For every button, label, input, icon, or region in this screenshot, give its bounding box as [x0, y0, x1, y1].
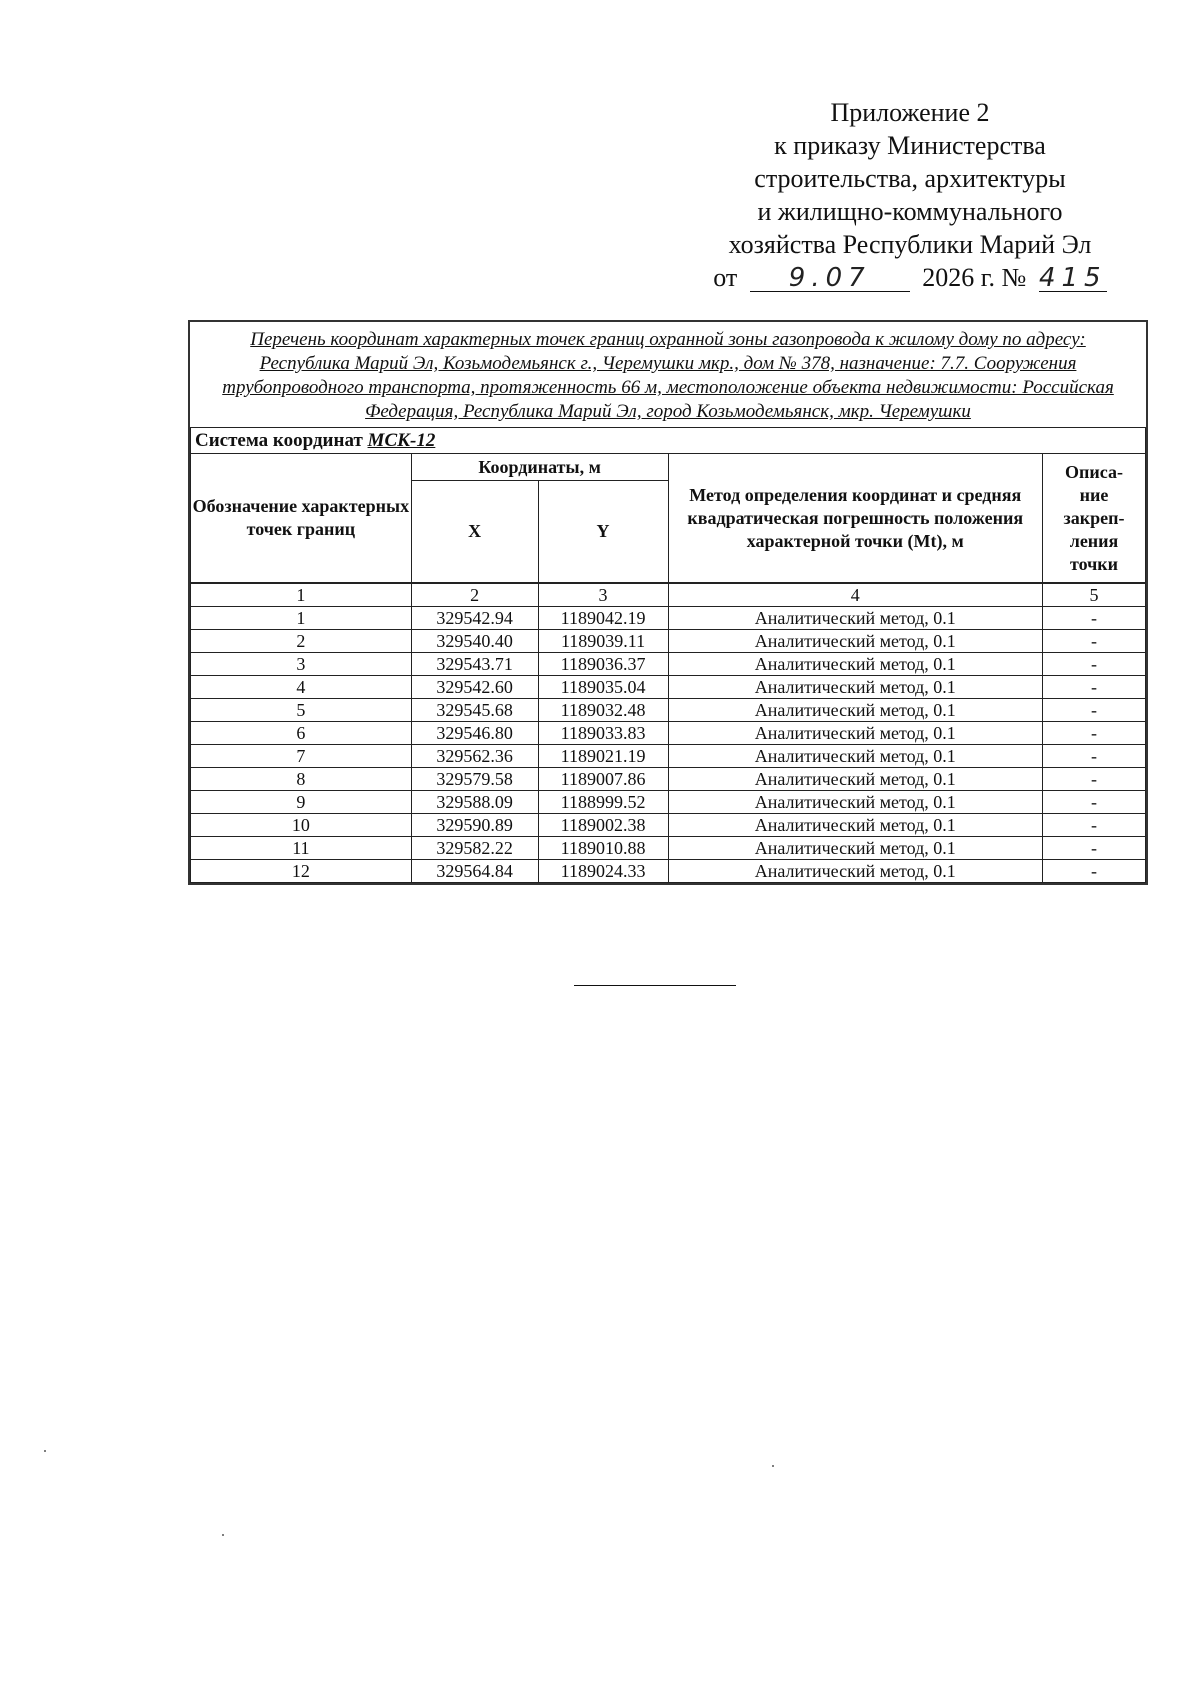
table-title: Перечень координат характерных точек границ охранной зоны газопровода к жилому дому по адресу: Республика Марий Эл, Козьмодемьянск г., Черемушки мкр., дом № 378, назначение: 7.7. Сооружения трубопроводного транспорта, протяженность 66 м, местоположение объекта недвижимости: Российская Федерация, Республика Марий Эл, город Козьмодемьянск, мкр. Черемушки — [222, 329, 1114, 422]
coord-x: 329545.68 — [411, 699, 538, 722]
method: Аналитический метод, 0.1 — [668, 722, 1043, 745]
point-number: 10 — [191, 814, 412, 837]
method: Аналитический метод, 0.1 — [668, 745, 1043, 768]
closing-rule — [574, 985, 736, 986]
handwritten-date: 9.07 — [750, 265, 910, 292]
coordinate-system-row — [191, 428, 1146, 454]
header-line: Приложение 2 — [830, 98, 990, 127]
point-number: 7 — [191, 745, 412, 768]
description: - — [1043, 607, 1146, 630]
table-row — [191, 653, 1146, 676]
point-number: 5 — [191, 699, 412, 722]
header-coordinates: Координаты, м — [411, 454, 668, 481]
order-date-line — [690, 261, 1130, 294]
handwritten-order-number: 415 — [1038, 263, 1107, 293]
coord-x: 329546.80 — [411, 722, 538, 745]
appendix-header — [690, 96, 1130, 294]
coordinate-system-label: Система координат — [195, 429, 363, 451]
description: - — [1043, 699, 1146, 722]
coord-x: 329542.94 — [411, 607, 538, 630]
coord-y: 1189010.88 — [538, 837, 668, 860]
point-number: 12 — [191, 860, 412, 883]
year-number-label: 2026 г. № — [922, 263, 1027, 292]
coord-y: 1189033.83 — [538, 722, 668, 745]
header-method: Метод определения координат и средняя квадратическая погрешность положения характерной точки (Mt), м — [668, 454, 1043, 584]
header-line: к приказу Министерства — [774, 131, 1046, 160]
table-row — [191, 699, 1146, 722]
coord-y: 1189002.38 — [538, 814, 668, 837]
coord-y: 1189035.04 — [538, 676, 668, 699]
description: - — [1043, 791, 1146, 814]
method: Аналитический метод, 0.1 — [668, 860, 1043, 883]
column-number: 3 — [538, 583, 668, 607]
coord-y: 1189007.86 — [538, 768, 668, 791]
method: Аналитический метод, 0.1 — [668, 607, 1043, 630]
header-y: Y — [538, 481, 668, 584]
table-row — [191, 676, 1146, 699]
description: - — [1043, 837, 1146, 860]
coord-x: 329540.40 — [411, 630, 538, 653]
coord-y: 1189032.48 — [538, 699, 668, 722]
table-row — [191, 837, 1146, 860]
method: Аналитический метод, 0.1 — [668, 676, 1043, 699]
description: - — [1043, 722, 1146, 745]
point-number: 1 — [191, 607, 412, 630]
coord-y: 1189039.11 — [538, 630, 668, 653]
point-number: 9 — [191, 791, 412, 814]
description: - — [1043, 676, 1146, 699]
header-line: и жилищно-коммунального — [757, 197, 1063, 226]
date-prefix: от — [713, 263, 738, 292]
column-number: 1 — [191, 583, 412, 607]
scan-speck — [44, 1450, 46, 1452]
table-row — [191, 745, 1146, 768]
header-line: хозяйства Республики Марий Эл — [728, 230, 1092, 259]
point-number: 4 — [191, 676, 412, 699]
coord-x: 329590.89 — [411, 814, 538, 837]
description: - — [1043, 630, 1146, 653]
point-number: 8 — [191, 768, 412, 791]
coordinates-table-frame — [188, 320, 1148, 885]
point-number: 11 — [191, 837, 412, 860]
coordinates-table — [190, 427, 1146, 883]
column-number: 2 — [411, 583, 538, 607]
table-row — [191, 630, 1146, 653]
table-row — [191, 607, 1146, 630]
coord-y: 1188999.52 — [538, 791, 668, 814]
header-line: строительства, архитектуры — [754, 164, 1066, 193]
description: - — [1043, 745, 1146, 768]
table-row — [191, 791, 1146, 814]
description: - — [1043, 814, 1146, 837]
method: Аналитический метод, 0.1 — [668, 699, 1043, 722]
method: Аналитический метод, 0.1 — [668, 791, 1043, 814]
point-number: 3 — [191, 653, 412, 676]
point-number: 6 — [191, 722, 412, 745]
table-row — [191, 860, 1146, 883]
coord-x: 329564.84 — [411, 860, 538, 883]
description: - — [1043, 860, 1146, 883]
header-point: Обозначение характерных точек границ — [191, 454, 412, 584]
coord-x: 329588.09 — [411, 791, 538, 814]
method: Аналитический метод, 0.1 — [668, 768, 1043, 791]
point-number: 2 — [191, 630, 412, 653]
coord-x: 329579.58 — [411, 768, 538, 791]
coord-x: 329542.60 — [411, 676, 538, 699]
coord-y: 1189036.37 — [538, 653, 668, 676]
coord-y: 1189024.33 — [538, 860, 668, 883]
scan-speck — [772, 1465, 774, 1467]
header-x: X — [411, 481, 538, 584]
method: Аналитический метод, 0.1 — [668, 653, 1043, 676]
column-number-row — [191, 583, 1146, 607]
description: - — [1043, 768, 1146, 791]
column-number: 4 — [668, 583, 1043, 607]
coord-y: 1189042.19 — [538, 607, 668, 630]
coord-y: 1189021.19 — [538, 745, 668, 768]
coord-x: 329582.22 — [411, 837, 538, 860]
coordinate-system-value: МСК-12 — [367, 429, 436, 451]
method: Аналитический метод, 0.1 — [668, 837, 1043, 860]
method: Аналитический метод, 0.1 — [668, 630, 1043, 653]
column-number: 5 — [1043, 583, 1146, 607]
table-row — [191, 768, 1146, 791]
coord-x: 329562.36 — [411, 745, 538, 768]
table-row — [191, 814, 1146, 837]
scan-speck — [222, 1534, 224, 1536]
coord-x: 329543.71 — [411, 653, 538, 676]
header-description: Описа-ние закреп-ления точки — [1043, 454, 1146, 584]
description: - — [1043, 653, 1146, 676]
table-row — [191, 722, 1146, 745]
method: Аналитический метод, 0.1 — [668, 814, 1043, 837]
